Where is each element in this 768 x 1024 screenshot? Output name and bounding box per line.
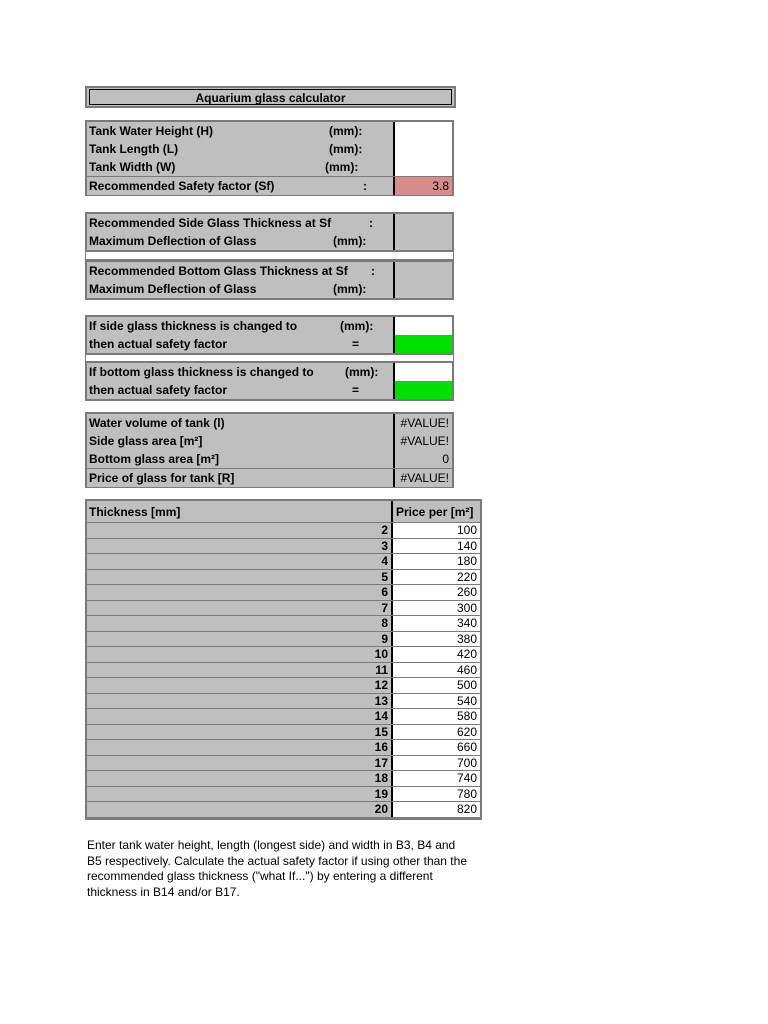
bottom-actual-safety-row bbox=[87, 381, 452, 399]
bottom-change-input[interactable] bbox=[393, 363, 452, 381]
length-unit: (mm): bbox=[329, 142, 363, 156]
price-cell[interactable]: 700 bbox=[393, 756, 480, 771]
bottom-change-unit: (mm): bbox=[345, 365, 379, 379]
length-label: Tank Length (L) bbox=[87, 140, 393, 158]
table-row bbox=[87, 678, 480, 694]
price-row bbox=[87, 468, 452, 486]
price-value: #VALUE! bbox=[393, 469, 452, 487]
thickness-cell: 16 bbox=[87, 740, 393, 755]
thickness-cell: 17 bbox=[87, 756, 393, 771]
table-row bbox=[87, 725, 480, 741]
width-row bbox=[87, 158, 452, 176]
table-row bbox=[87, 771, 480, 787]
height-label: Tank Water Height (H) bbox=[87, 122, 393, 140]
safety-value: 3.8 bbox=[393, 177, 452, 195]
volume-row bbox=[87, 414, 452, 432]
table-row bbox=[87, 663, 480, 679]
price-cell[interactable]: 660 bbox=[393, 740, 480, 755]
instructions-note: Enter tank water height, length (longest side) and width in B3, B4 and B5 respectively. Calculate the actual safety factor if using other than the recommended glass thickness ("what If...") by entering a different thickness in B14 and/or B17. bbox=[87, 838, 467, 899]
price-cell[interactable]: 460 bbox=[393, 663, 480, 678]
thickness-cell: 11 bbox=[87, 663, 393, 678]
table-row bbox=[87, 616, 480, 632]
price-cell[interactable]: 340 bbox=[393, 616, 480, 631]
bottom-actual-safety-unit: = bbox=[352, 383, 360, 397]
what-if-bottom-section bbox=[85, 361, 454, 401]
volume-value: #VALUE! bbox=[393, 414, 452, 432]
side-area-value: #VALUE! bbox=[393, 432, 452, 450]
side-deflection-unit: (mm): bbox=[333, 234, 367, 248]
price-cell[interactable]: 580 bbox=[393, 709, 480, 724]
width-input[interactable] bbox=[393, 158, 452, 176]
price-cell[interactable]: 620 bbox=[393, 725, 480, 740]
page-title: Aquarium glass calculator bbox=[89, 89, 452, 105]
table-row bbox=[87, 694, 480, 710]
thickness-cell: 7 bbox=[87, 601, 393, 616]
bottom-actual-safety-label: then actual safety factor bbox=[87, 381, 393, 399]
side-thickness-value bbox=[393, 214, 452, 232]
height-unit: (mm): bbox=[329, 124, 363, 138]
bottom-thickness-row bbox=[87, 262, 452, 280]
table-row bbox=[87, 601, 480, 617]
side-actual-safety-unit: = bbox=[352, 337, 360, 351]
table-row bbox=[87, 570, 480, 586]
thickness-cell: 10 bbox=[87, 647, 393, 662]
price-cell[interactable]: 380 bbox=[393, 632, 480, 647]
bottom-deflection-value bbox=[393, 280, 452, 298]
price-cell[interactable]: 220 bbox=[393, 570, 480, 585]
thickness-cell: 20 bbox=[87, 802, 393, 817]
side-actual-safety-row bbox=[87, 335, 452, 353]
height-row bbox=[87, 122, 452, 140]
price-cell[interactable]: 540 bbox=[393, 694, 480, 709]
bottom-area-value: 0 bbox=[393, 450, 452, 468]
title-banner bbox=[85, 86, 456, 108]
price-table-header bbox=[87, 501, 480, 523]
bottom-glass-section bbox=[85, 260, 454, 300]
width-unit: (mm): bbox=[325, 160, 359, 174]
thickness-cell: 9 bbox=[87, 632, 393, 647]
price-cell[interactable]: 300 bbox=[393, 601, 480, 616]
price-cell[interactable]: 140 bbox=[393, 539, 480, 554]
bottom-change-row bbox=[87, 363, 452, 381]
table-row bbox=[87, 802, 480, 818]
price-table bbox=[85, 499, 482, 820]
thickness-cell: 4 bbox=[87, 554, 393, 569]
side-actual-safety-value bbox=[393, 335, 452, 353]
side-change-unit: (mm): bbox=[340, 319, 374, 333]
height-input[interactable] bbox=[393, 122, 452, 140]
thickness-cell: 2 bbox=[87, 523, 393, 538]
safety-label: Recommended Safety factor (Sf) bbox=[87, 177, 393, 195]
results-section bbox=[85, 412, 454, 488]
table-row bbox=[87, 585, 480, 601]
side-deflection-row bbox=[87, 232, 452, 250]
thickness-cell: 12 bbox=[87, 678, 393, 693]
safety-row bbox=[87, 176, 452, 194]
price-cell[interactable]: 780 bbox=[393, 787, 480, 802]
table-row bbox=[87, 756, 480, 772]
price-cell[interactable]: 100 bbox=[393, 523, 480, 538]
bottom-actual-safety-value bbox=[393, 381, 452, 399]
length-row bbox=[87, 140, 452, 158]
bottom-thickness-value bbox=[393, 262, 452, 280]
side-change-input[interactable] bbox=[393, 317, 452, 335]
thickness-cell: 5 bbox=[87, 570, 393, 585]
bottom-deflection-row bbox=[87, 280, 452, 298]
safety-unit: : bbox=[363, 179, 367, 193]
price-cell[interactable]: 180 bbox=[393, 554, 480, 569]
table-row bbox=[87, 554, 480, 570]
price-cell[interactable]: 260 bbox=[393, 585, 480, 600]
thickness-cell: 18 bbox=[87, 771, 393, 786]
table-row bbox=[87, 787, 480, 803]
side-area-label: Side glass area [m²] bbox=[87, 432, 393, 450]
side-thickness-row bbox=[87, 214, 452, 232]
table-row bbox=[87, 709, 480, 725]
price-cell[interactable]: 500 bbox=[393, 678, 480, 693]
side-deflection-label: Maximum Deflection of Glass bbox=[87, 232, 393, 250]
bottom-area-row bbox=[87, 450, 452, 468]
thickness-cell: 3 bbox=[87, 539, 393, 554]
bottom-change-label: If bottom glass thickness is changed to bbox=[87, 363, 393, 381]
header-price: Price per [m²] bbox=[393, 501, 480, 522]
price-cell[interactable]: 740 bbox=[393, 771, 480, 786]
side-area-row bbox=[87, 432, 452, 450]
bottom-thickness-unit: : bbox=[371, 264, 375, 278]
thickness-cell: 8 bbox=[87, 616, 393, 631]
side-glass-section bbox=[85, 212, 454, 252]
thickness-cell: 14 bbox=[87, 709, 393, 724]
side-thickness-unit: : bbox=[369, 216, 373, 230]
side-actual-safety-label: then actual safety factor bbox=[87, 335, 393, 353]
what-if-side-section bbox=[85, 315, 454, 355]
length-input[interactable] bbox=[393, 140, 452, 158]
price-cell[interactable]: 820 bbox=[393, 802, 480, 817]
thickness-cell: 6 bbox=[87, 585, 393, 600]
bottom-thickness-label: Recommended Bottom Glass Thickness at Sf bbox=[87, 262, 393, 280]
bottom-deflection-label: Maximum Deflection of Glass bbox=[87, 280, 393, 298]
bottom-deflection-unit: (mm): bbox=[333, 282, 367, 296]
table-row bbox=[87, 539, 480, 555]
thickness-cell: 19 bbox=[87, 787, 393, 802]
side-change-label: If side glass thickness is changed to bbox=[87, 317, 393, 335]
bottom-area-label: Bottom glass area [m²] bbox=[87, 450, 393, 468]
side-thickness-label: Recommended Side Glass Thickness at Sf bbox=[87, 214, 393, 232]
thickness-cell: 15 bbox=[87, 725, 393, 740]
header-thickness: Thickness [mm] bbox=[87, 501, 393, 522]
price-cell[interactable]: 420 bbox=[393, 647, 480, 662]
table-row bbox=[87, 647, 480, 663]
inputs-section bbox=[85, 120, 454, 196]
side-deflection-value bbox=[393, 232, 452, 250]
width-label: Tank Width (W) bbox=[87, 158, 393, 176]
separator bbox=[85, 251, 454, 260]
table-row bbox=[87, 632, 480, 648]
side-change-row bbox=[87, 317, 452, 335]
table-row bbox=[87, 523, 480, 539]
table-row bbox=[87, 740, 480, 756]
price-label: Price of glass for tank [R] bbox=[87, 469, 393, 487]
volume-label: Water volume of tank (l) bbox=[87, 414, 393, 432]
thickness-cell: 13 bbox=[87, 694, 393, 709]
